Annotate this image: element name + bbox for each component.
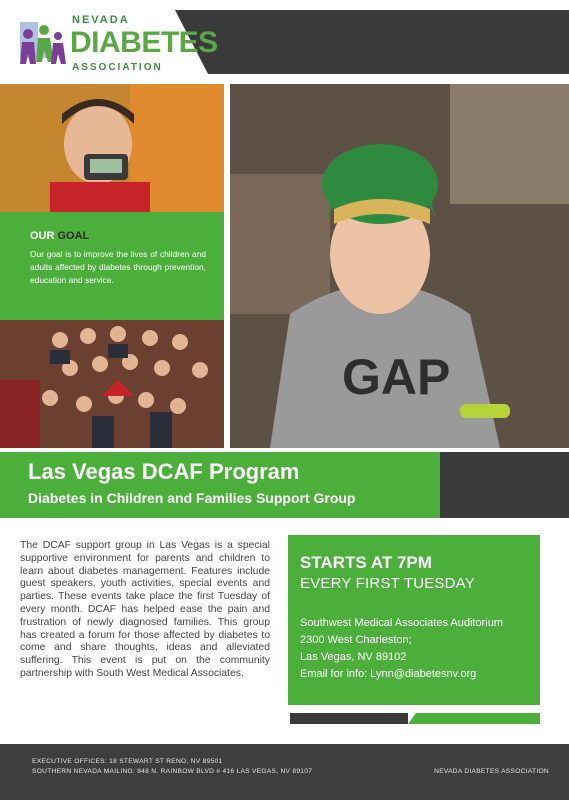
venue-name: Southwest Medical Associates Auditorium <box>300 617 503 629</box>
venue-city: Las Vegas, NV 89102 <box>300 651 407 663</box>
footer-mailing-address: SOUTHERN NEVADA MAILING: 848 N. RAINBOW BLVD # 416 LAS VEGAS, NV 89107 <box>32 768 313 775</box>
footer-executive-offices: EXECUTIVE OFFICES: 18 STEWART ST RENO, NV 89501 <box>32 758 223 765</box>
goal-heading <box>30 230 89 242</box>
program-description: The DCAF support group in Las Vegas is a special supportive environment for parents and children to learn about diabetes management. Features include guest speakers, youth activities, special events and parties. These events take place the first Tuesday of every month. DCAF has helped ease the pain and frustration of newly diagnosed families. This group has created a forum for those affected by diabetes to come and share thoughts, ideas and alleviated suffering. This event is put on the community partnership with South West Medical Associates. <box>20 540 270 679</box>
program-title: Las Vegas DCAF Program <box>28 459 300 484</box>
logo-association-text: ASSOCIATION <box>72 62 163 73</box>
venue-block <box>300 615 503 683</box>
schedule-box <box>288 535 540 705</box>
child-photo-illustration <box>0 84 224 212</box>
goal-heading-prefix: OUR <box>30 230 58 242</box>
photo-child-with-insulin-pump <box>0 84 224 212</box>
goal-text: Our goal is to improve the lives of children and adults affected by diabetes through prevention, education and service. <box>30 249 206 285</box>
logo-figures-icon <box>14 18 68 78</box>
svg-text:GAP: GAP <box>342 349 451 405</box>
program-subtitle: Diabetes in Children and Families Support Group <box>28 490 356 506</box>
logo <box>14 12 218 78</box>
meeting-frequency: EVERY FIRST TUESDAY <box>300 575 475 592</box>
group-photo-illustration <box>0 320 224 448</box>
logo-diabetes-text: DIABETES <box>70 26 218 59</box>
goal-box <box>0 212 224 320</box>
footer <box>0 744 569 800</box>
contact-email[interactable]: Email for info: Lynn@diabetesnv.org <box>300 668 477 680</box>
goal-heading-emphasis: GOAL <box>57 230 90 242</box>
accent-strip-green <box>408 713 540 724</box>
logo-nevada-text: NEVADA <box>72 14 130 26</box>
photo-group-of-families <box>0 320 224 448</box>
photo-boy-in-gap-hoodie <box>230 84 569 448</box>
accent-strip-dark <box>290 713 408 724</box>
venue-street: 2300 West Charleston; <box>300 634 412 646</box>
boy-photo-illustration <box>230 84 569 448</box>
footer-org-name: NEVADA DIABETES ASSOCIATION <box>434 768 549 775</box>
start-time: STARTS AT 7PM <box>300 553 432 572</box>
